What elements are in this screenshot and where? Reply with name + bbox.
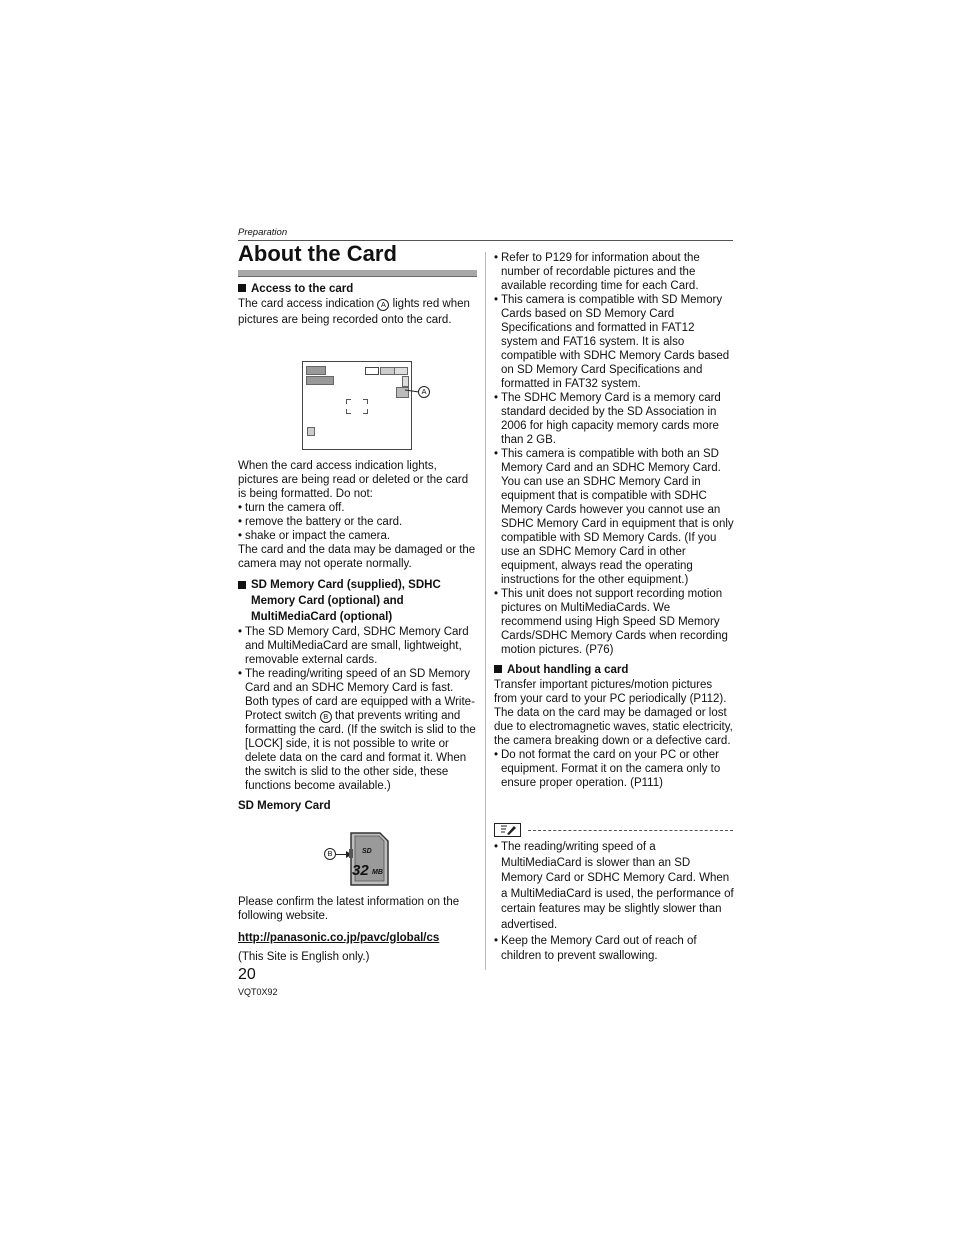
list-item: • Do not format the card on your PC or other equipment. Format it on the camera only to ensure proper operation. (P111) bbox=[494, 748, 734, 790]
site-note: (This Site is English only.) bbox=[238, 951, 370, 963]
list-item: • The SD Memory Card, SDHC Memory Card and MultiMediaCard are small, lightweight, removable external cards. bbox=[238, 625, 478, 667]
note-bullets bbox=[494, 840, 734, 965]
handling-heading: About handling a card bbox=[494, 662, 734, 678]
access-heading: Access to the card bbox=[238, 281, 478, 297]
page-number: 20 bbox=[238, 966, 256, 983]
section-label: Preparation bbox=[238, 227, 288, 238]
list-item: • This camera is compatible with both an SD Memory Card and an SDHC Memory Card. You can use an SDHC Memory Card in equipment that is compatible with SDHC Memory Cards however you cannot use an SDHC Memory Card in equipment that is only compatible with SD Memory Cards. (If you use an SDHC Memory Card in other equipment, always read the operating instructions for the other equipment.) bbox=[494, 447, 734, 587]
marker-b-icon: B bbox=[320, 711, 332, 723]
af-frame-corner bbox=[346, 399, 351, 404]
website-link[interactable]: http://panasonic.co.jp/pavc/global/cs bbox=[238, 932, 440, 944]
note-icon bbox=[494, 823, 522, 837]
sd-bullets bbox=[238, 625, 478, 793]
handling-bullets bbox=[494, 748, 734, 790]
access-text: The card access indication A lights red when pictures are being recorded onto the card. bbox=[238, 298, 470, 326]
size-icon bbox=[365, 367, 379, 375]
card-capacity: 32 bbox=[352, 862, 369, 879]
mode-icon bbox=[306, 366, 326, 375]
list-item: • This camera is compatible with SD Memory Cards based on SD Memory Card Specifications and formatted in FAT12 system and FAT16 system. It is also compatible with SDHC Memory Cards based on SD Memory Card Specifications and formatted in FAT32 system. bbox=[494, 293, 734, 391]
confirm-text: Please confirm the latest information on the following website. bbox=[238, 896, 460, 922]
list-item: • The reading/writing speed of a MultiMediaCard is slower than an SD Memory Card or SDHC Memory Card. When a MultiMediaCard is used, the performance of certain features may be slightly slower than advertised. bbox=[494, 840, 734, 934]
lights-intro: When the card access indication lights, pictures are being read or deleted or the card is being formatted. Do not: bbox=[238, 460, 469, 500]
flash-icon bbox=[306, 376, 334, 385]
marker-a-icon: A bbox=[418, 386, 430, 398]
af-frame-corner bbox=[363, 399, 368, 404]
marker-b-icon: B bbox=[324, 848, 336, 860]
list-item: • The reading/writing speed of an SD Memory Card and an SDHC Memory Card is fast. Both types of card are equipped with a Write-Protect switch B that prevents writing and formatting the card. (If the switch is slid to the [LOCK] side, it is not possible to write or delete data on the card and format it. When the switch is slid to the other side, these functions become available.) bbox=[238, 667, 478, 793]
right-column bbox=[494, 251, 734, 790]
column-divider bbox=[485, 252, 486, 970]
sd-heading: SD Memory Card (supplied), SDHC Memory Card (optional) and MultiMediaCard (optional) bbox=[238, 577, 478, 625]
stabilizer-icon bbox=[307, 427, 315, 436]
list-item: • turn the camera off. bbox=[238, 501, 478, 515]
list-item: • The SDHC Memory Card is a memory card standard decided by the SD Association in 2006 for high capacity memory cards more than 2 GB. bbox=[494, 391, 734, 447]
compatibility-bullets bbox=[494, 251, 734, 657]
list-item: • Keep the Memory Card out of reach of children to prevent swallowing. bbox=[494, 934, 734, 965]
confirm-section bbox=[238, 895, 478, 964]
model-code: VQT0X92 bbox=[238, 987, 278, 997]
list-item: • remove the battery or the card. bbox=[238, 515, 478, 529]
list-item: • Refer to P129 for information about the number of recordable pictures and the available recording time for each Card. bbox=[494, 251, 734, 293]
donot-list bbox=[238, 501, 478, 543]
af-frame-corner bbox=[363, 409, 368, 414]
damage-text: The card and the data may be damaged or the camera may not operate normally. bbox=[238, 544, 476, 570]
square-bullet-icon bbox=[494, 665, 502, 673]
list-item: • shake or impact the camera. bbox=[238, 529, 478, 543]
access-section bbox=[238, 281, 478, 328]
sd-logo: SD bbox=[362, 848, 372, 855]
marker-a-icon: A bbox=[377, 299, 389, 311]
note-separator bbox=[528, 830, 733, 831]
card-warning-section bbox=[238, 459, 478, 814]
square-bullet-icon bbox=[238, 284, 246, 292]
square-bullet-icon bbox=[238, 581, 246, 589]
page-title: About the Card bbox=[238, 241, 397, 266]
sd-card-label: SD Memory Card bbox=[238, 800, 331, 812]
notes-section bbox=[494, 840, 734, 965]
title-underline-bar bbox=[238, 270, 477, 277]
sd-card-illustration bbox=[349, 832, 389, 886]
af-frame-corner bbox=[346, 409, 351, 414]
quality-icon bbox=[380, 367, 395, 375]
battery-icon bbox=[394, 367, 408, 375]
list-item: • This unit does not support recording motion pictures on MultiMediaCards. We recommend using High Speed SD Memory Cards/SDHC Memory Cards when recording motion pictures. (P76) bbox=[494, 587, 734, 657]
handling-text: Transfer important pictures/motion pictures from your card to your PC periodically (P112). The data on the card may be damaged or lost due to electromagnetic waves, static electricity, the camera breaking down or a defective card. bbox=[494, 679, 733, 747]
card-unit: MB bbox=[372, 869, 383, 876]
camera-screen-illustration bbox=[302, 361, 412, 450]
